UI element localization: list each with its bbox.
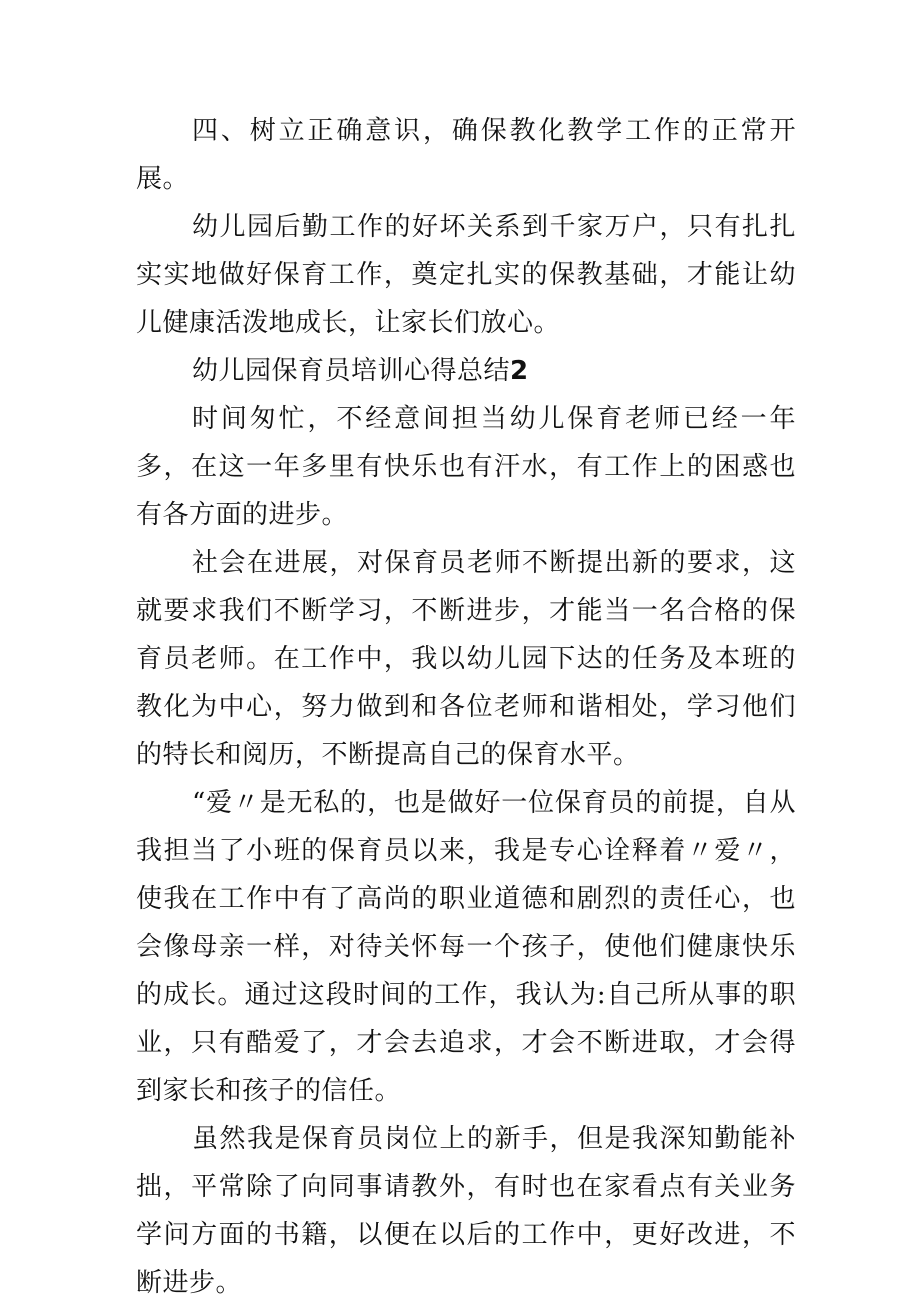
newcomer-paragraph: 虽然我是保育员岗位上的新手，但是我深知勤能补拙，平常除了向同事请教外，有时也在家看点有关业务学问方面的书籍，以便在以后的工作中，更好改进，不断进步。 bbox=[136, 1124, 796, 1298]
article-heading-number: 2 bbox=[510, 356, 529, 386]
article-heading-title: 幼儿园保育员培训心得总结 bbox=[192, 356, 511, 386]
article-heading bbox=[136, 347, 796, 395]
document-body bbox=[136, 107, 796, 1307]
logistics-paragraph: 幼儿园后勤工作的好坏关系到千家万户，只有扎扎实实地做好保育工作，奠定扎实的保教基础，才能让幼儿健康活泼地成长，让家长们放心。 bbox=[136, 212, 796, 338]
intro-paragraph: 时间匆忙，不经意间担当幼儿保育老师已经一年多，在这一年多里有快乐也有汗水，有工作上的困惑也有各方面的进步。 bbox=[136, 404, 796, 530]
development-paragraph: 社会在进展，对保育员老师不断提出新的要求，这就要求我们不断学习，不断进步，才能当一名合格的保育员老师。在工作中，我以幼儿园下达的任务及本班的教化为中心，努力做到和各位老师和谐相处，学习他们的特长和阅历，不断提高自己的保育水平。 bbox=[136, 548, 796, 770]
section-four-paragraph: 四、树立正确意识，确保教化教学工作的正常开展。 bbox=[136, 116, 796, 194]
love-paragraph: “爱〃是无私的，也是做好一位保育员的前提，自从我担当了小班的保育员以来，我是专心诠释着〃爱〃，使我在工作中有了高尚的职业道德和剧烈的责任心，也会像母亲一样，对待关怀每一个孩子，使他们健康快乐的成长。通过这段时间的工作，我认为:自己所从事的职业，只有酷爱了，才会去追求，才会不断进取，才会得到家长和孩子的信任。 bbox=[136, 788, 796, 1106]
